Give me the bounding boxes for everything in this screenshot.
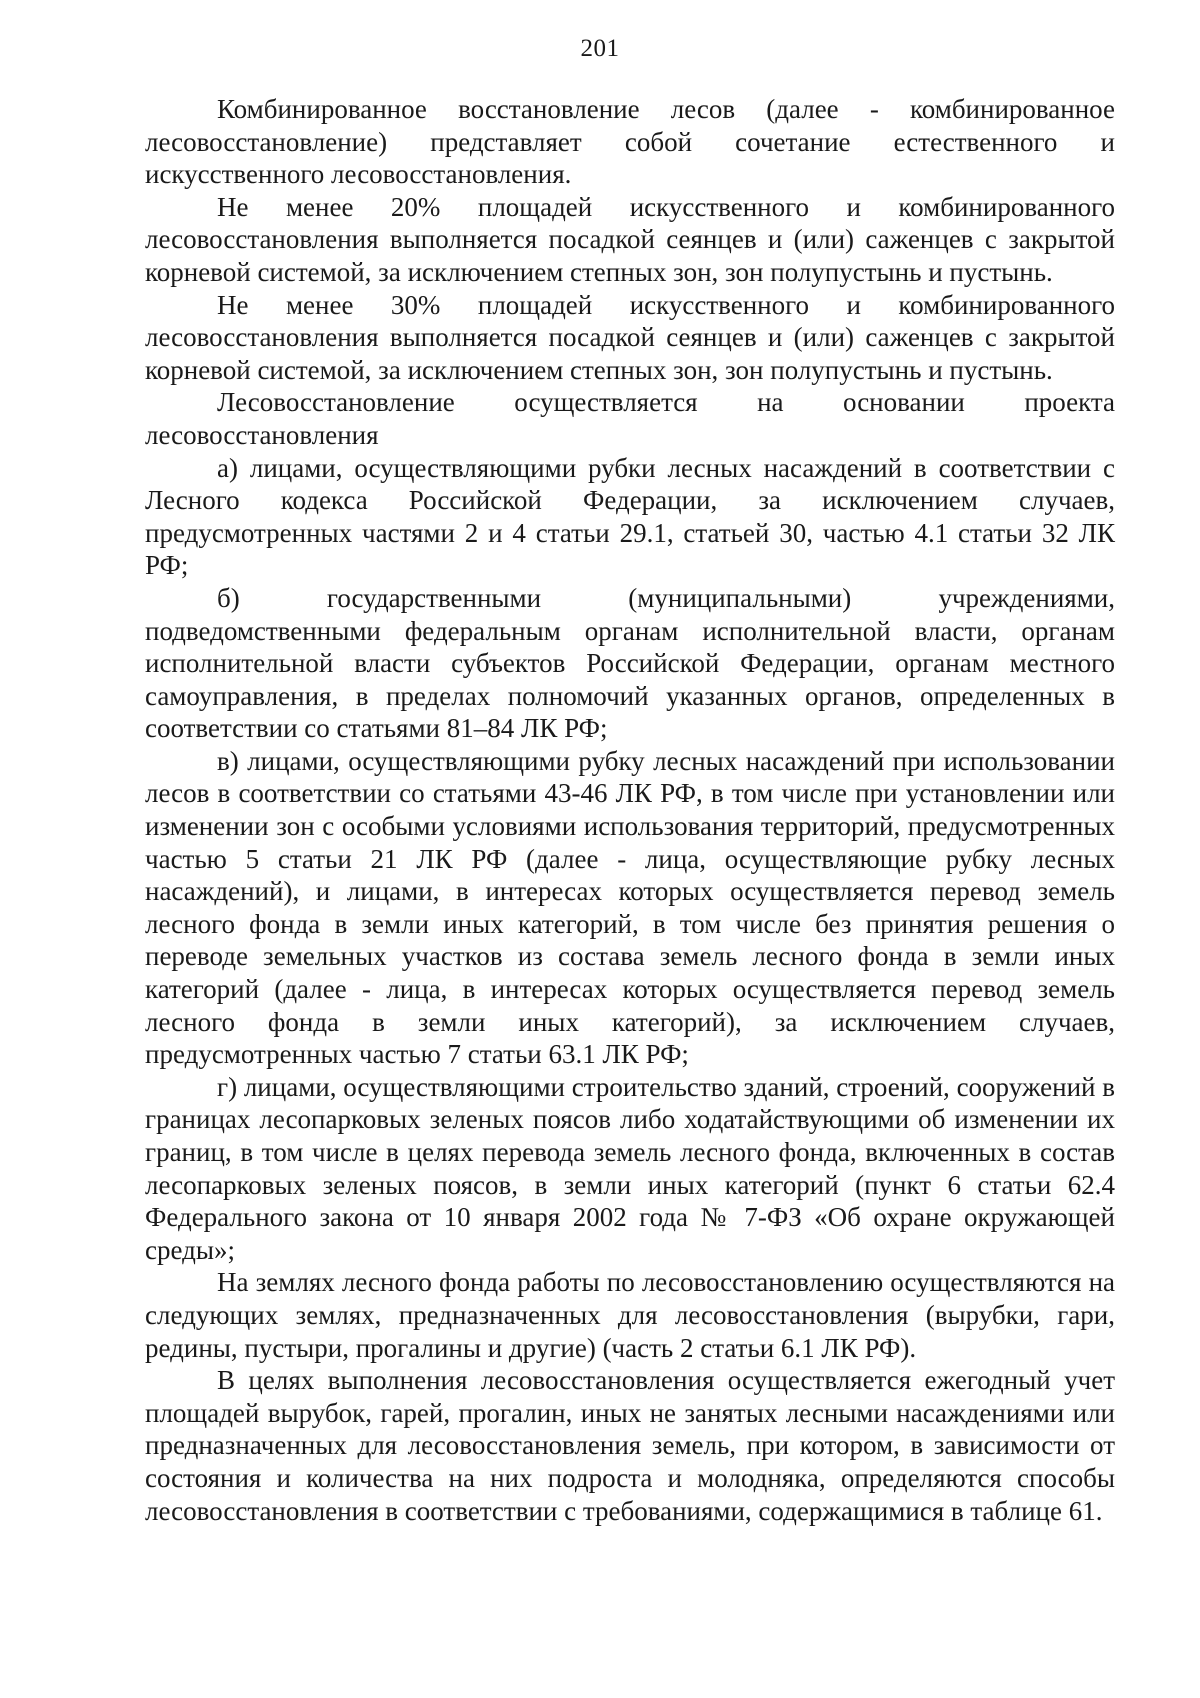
paragraph-20-percent-closed-root: Не менее 20% площадей искусственного и комбинированного лесовосстановления выполняется посадкой сеянцев и (или) саженцев с закрытой корневой системой, за исключением степных зон, зон полупустынь и пустынь.: [145, 191, 1115, 287]
paragraph-30-percent-closed-root: Не менее 30% площадей искусственного и комбинированного лесовосстановления выполняется посадкой сеянцев и (или) саженцев с закрытой корневой системой, за исключением степных зон, зон полупустынь и пустынь.: [145, 289, 1115, 385]
paragraph-reforestation-project-basis: Лесовосстановление осуществляется на основании проекта лесовосстановления: [145, 387, 1115, 450]
paragraph-forest-fund-lands: На землях лесного фонда работы по лесовосстановлению осуществляются на следующих землях, предназначенных для лесовосстановления (вырубки, гари, редины, пустыри, прогалины и другие) (часть 2 статьи 6.1 ЛК РФ).: [145, 1267, 1115, 1363]
document-body: [145, 93, 1115, 1527]
list-item-v: в) лицами, осуществляющими рубку лесных насаждений при использовании лесов в соответствии со статьями 43-46 ЛК РФ, в том числе при установлении или изменении зон с особыми условиями использования территорий, предусмотренных частью 5 статьи 21 ЛК РФ (далее - лица, осуществляющие рубку лесных насаждений), и лицами, в интересах которых осуществляется перевод земель лесного фонда в земли иных категорий, в том числе без принятия решения о переводе земельных участков из состава земель лесного фонда в земли иных категорий (далее - лица, в интересах которых осуществляется перевод земель лесного фонда в земли иных категорий), за исключением случаев, предусмотренных частью 7 статьи 63.1 ЛК РФ;: [145, 745, 1115, 1070]
list-item-b: б) государственными (муниципальными) учреждениями, подведомственными федеральным органам исполнительной власти, органам исполнительной власти субъектов Российской Федерации, органам местного самоуправления, в пределах полномочий указанных органов, определенных в соответствии со статьями 81–84 ЛК РФ;: [145, 582, 1115, 744]
page-number: 201: [580, 35, 620, 62]
paragraph-annual-accounting: В целях выполнения лесовосстановления осуществляется ежегодный учет площадей вырубок, гарей, прогалин, иных не занятых лесными насаждениями или предназначенных для лесовосстановления земель, при котором, в зависимости от состояния и количества на них подроста и молодняка, определяются способы лесовосстановления в соответствии с требованиями, содержащимися в таблице 61.: [145, 1365, 1115, 1526]
list-item-g: г) лицами, осуществляющими строительство зданий, строений, сооружений в границах лесопарковых зеленых поясов либо ходатайствующими об изменении их границ, в том числе в целях перевода земель лесного фонда, включенных в состав лесопарковых зеленых поясов, в земли иных категорий (пункт 6 статьи 62.4 Федерального закона от 10 января 2002 года № 7-ФЗ «Об охране окружающей среды»;: [145, 1071, 1115, 1265]
list-item-a: а) лицами, осуществляющими рубки лесных насаждений в соответствии с Лесного кодекса Российской Федерации, за исключением случаев, предусмотренных частями 2 и 4 статьи 29.1, статьей 30, частью 4.1 статьи 32 ЛК РФ;: [145, 452, 1115, 581]
paragraph-combined-reforestation: Комбинированное восстановление лесов (далее - комбинированное лесовосстановление) представляет собой сочетание естественного и искусственного лесовосстановления.: [145, 94, 1115, 190]
